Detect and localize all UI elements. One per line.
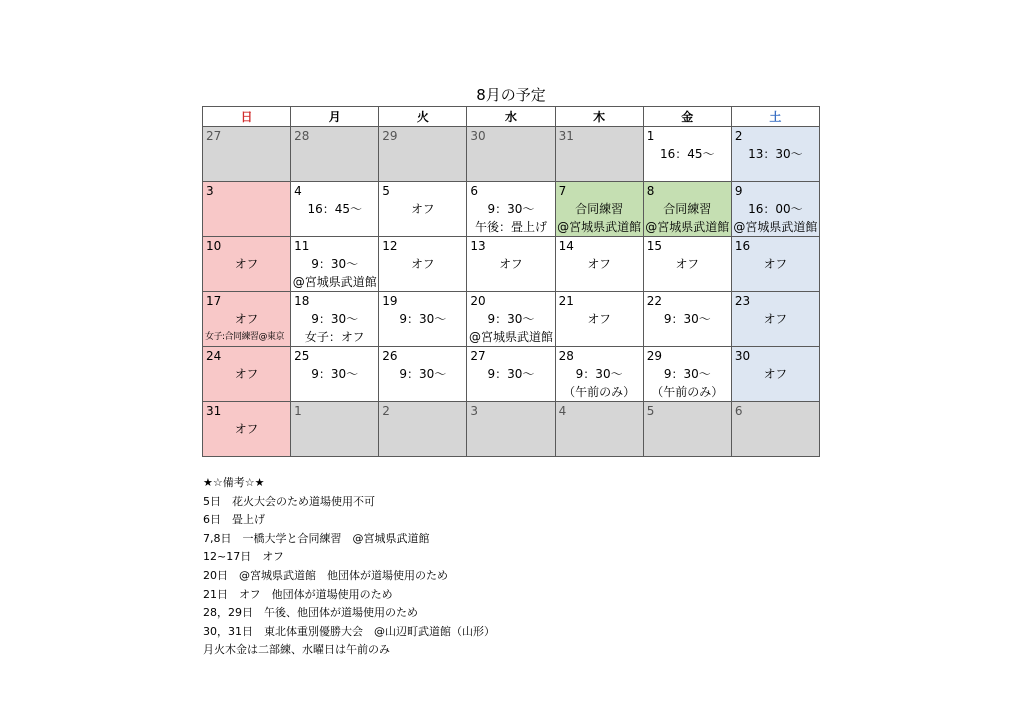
day-number: 18 [294,294,310,308]
calendar-week-row [203,127,820,182]
day-event-text: 合同練習 [575,202,624,216]
day-number: 10 [206,239,222,253]
calendar-title: 8月の予定 [476,86,546,104]
calendar-day-cell [379,237,467,292]
day-number: 13 [470,239,486,253]
weekday-sunday: 日 [203,107,291,127]
day-number: 4 [294,184,302,198]
day-number: 21 [558,294,574,308]
day-number: 15 [646,239,662,253]
day-event-text: オフ [499,257,523,271]
day-number: 4 [558,404,567,418]
calendar-day-cell [555,127,643,182]
day-event-text: オフ [675,257,700,271]
day-number: 31 [558,129,574,143]
day-number: 23 [734,294,751,308]
day-number: 22 [646,294,662,308]
calendar-week-row [203,292,820,347]
calendar-week-row [203,182,820,237]
day-number: 9 [734,184,743,198]
day-number: 3 [206,184,214,198]
day-event-text: （午前のみ） [563,385,636,399]
day-number: 16 [734,239,751,253]
day-event-text: @宮城県武道館 [557,220,642,234]
day-number: 7 [558,184,567,198]
day-number: 26 [382,349,398,363]
day-number: 29 [382,129,398,143]
day-event-text: 9：30〜 [311,367,359,381]
day-number: 28 [558,349,574,363]
day-event-text: @宮城県武道館 [292,275,377,289]
day-number: 30 [470,129,486,143]
calendar-day-cell [731,127,819,182]
calendar-day-cell [643,292,731,347]
day-event-text: 9：30〜 [311,312,359,326]
day-event-text: オフ [234,312,259,326]
calendar-day-cell [379,347,467,402]
weekday-tuesday: 火 [379,107,467,127]
calendar-day-cell [555,347,643,402]
note-item: 7,8日 一橋大学と合同練習 @宮城県武道館 [203,531,430,545]
day-event-text: 16：45〜 [307,202,362,216]
day-event-text: オフ [763,312,788,326]
day-event-text: 合同練習 [663,202,712,216]
calendar-day-cell [291,292,379,347]
calendar-day-cell [379,402,467,457]
day-number: 29 [646,349,662,363]
calendar-day-cell [467,127,555,182]
day-event-text: オフ [234,257,259,271]
day-number: 2 [734,129,743,143]
day-number: 6 [734,404,743,418]
day-event-text: 午後：畳上げ [474,220,547,234]
day-number: 27 [470,349,486,363]
day-number: 31 [206,404,222,418]
day-event-text: オフ [587,312,611,326]
calendar-day-cell [643,402,731,457]
note-item: 5日 花火大会のため道場使用不可 [203,494,375,508]
calendar-day-cell [379,292,467,347]
notes-heading: ★☆備考☆★ [203,476,265,489]
calendar-day-cell [555,402,643,457]
day-number: 14 [558,239,574,253]
calendar-day-cell [203,182,291,237]
day-event-text: オフ [234,367,259,381]
weekday-saturday: 土 [731,107,819,127]
calendar-day-cell [643,347,731,402]
day-number: 6 [470,184,479,198]
day-event-text: 9：30〜 [487,367,535,381]
calendar-day-cell [203,292,291,347]
day-event-text: 16：45〜 [660,147,715,161]
note-item: 月火木金は二部練、水曜日は午前のみ [203,643,390,657]
day-number: 5 [646,404,655,418]
calendar-day-cell [291,182,379,237]
calendar-day-cell [467,402,555,457]
calendar-day-cell [203,402,291,457]
calendar-day-cell [643,237,731,292]
day-event-text: @宮城県武道館 [645,220,730,234]
day-event-text: オフ [411,257,435,271]
calendar-day-cell [467,347,555,402]
day-event-text: 16：00〜 [748,202,803,216]
calendar-day-cell [203,237,291,292]
day-event-text: 9：30〜 [399,312,447,326]
calendar-day-cell [467,237,555,292]
calendar-week-row [203,347,820,402]
day-number: 28 [294,129,310,143]
day-number: 12 [382,239,398,253]
day-number: 30 [734,349,751,363]
calendar-day-cell [731,402,819,457]
day-number: 5 [382,184,390,198]
note-item: 6日 畳上げ [203,513,265,527]
day-event-text: 9：30〜 [487,202,535,216]
note-item: 12~17日 オフ [203,550,284,564]
weekday-header-row [203,107,820,127]
calendar-day-cell [379,127,467,182]
calendar-day-cell [555,292,643,347]
day-number: 25 [294,349,310,363]
weekday-monday: 月 [291,107,379,127]
calendar-week-row [203,237,820,292]
day-event-text: @宮城県武道館 [468,330,553,344]
calendar-day-cell [291,237,379,292]
day-event-text: 9：30〜 [311,257,359,271]
day-event-text: 9：30〜 [399,367,447,381]
calendar-day-cell [731,237,819,292]
calendar-table [202,106,820,457]
day-event-text: 9：30〜 [487,312,535,326]
note-item: 20日 @宮城県武道館 他団体が道場使用のため [203,568,448,582]
calendar-day-cell [643,127,731,182]
calendar-day-cell [731,292,819,347]
day-number: 8 [646,184,655,198]
day-event-text: @宮城県武道館 [733,220,818,234]
day-event-text: オフ [234,422,259,436]
day-event-text: オフ [763,257,788,271]
day-event-text: 13：30〜 [748,147,803,161]
note-item: 30，31日 東北体重別優勝大会 @山辺町武道館（山形） [203,624,495,638]
calendar-day-cell [203,127,291,182]
day-event-text: 9：30〜 [663,367,711,381]
day-number: 17 [206,294,222,308]
weekday-friday: 金 [643,107,731,127]
notes-section [203,474,495,660]
day-number: 27 [206,129,222,143]
day-event-text: オフ [763,367,788,381]
day-event-text: （午前のみ） [651,385,724,399]
calendar-day-cell [203,347,291,402]
day-event-text: 9：30〜 [575,367,623,381]
calendar-day-cell [731,182,819,237]
day-number: 24 [206,349,222,363]
day-event-text: 9：30〜 [663,312,711,326]
day-number: 1 [646,129,655,143]
day-number: 11 [294,239,310,253]
calendar-body [203,127,820,457]
day-number: 3 [470,404,479,418]
note-item: 21日 オフ 他団体が道場使用のため [203,587,393,601]
day-event-text: オフ [587,257,611,271]
day-event-text: 女子：オフ [304,330,365,344]
day-number: 1 [294,404,302,418]
note-item: 28，29日 午後、他団体が道場使用のため [203,606,418,620]
day-number: 2 [382,404,390,418]
calendar-day-cell [379,182,467,237]
weekday-thursday: 木 [555,107,643,127]
calendar-week-row [203,402,820,457]
day-event-text: 女子:合同練習@東京 [205,332,285,342]
calendar-day-cell [467,182,555,237]
day-event-text: オフ [411,202,435,216]
calendar-day-cell [555,237,643,292]
calendar-day-cell [643,182,731,237]
day-number: 19 [382,294,398,308]
weekday-wednesday: 水 [467,107,555,127]
calendar-day-cell [291,402,379,457]
calendar-day-cell [291,127,379,182]
calendar-day-cell [731,347,819,402]
day-number: 20 [470,294,486,308]
calendar-day-cell [467,292,555,347]
calendar-day-cell [291,347,379,402]
calendar-day-cell [555,182,643,237]
